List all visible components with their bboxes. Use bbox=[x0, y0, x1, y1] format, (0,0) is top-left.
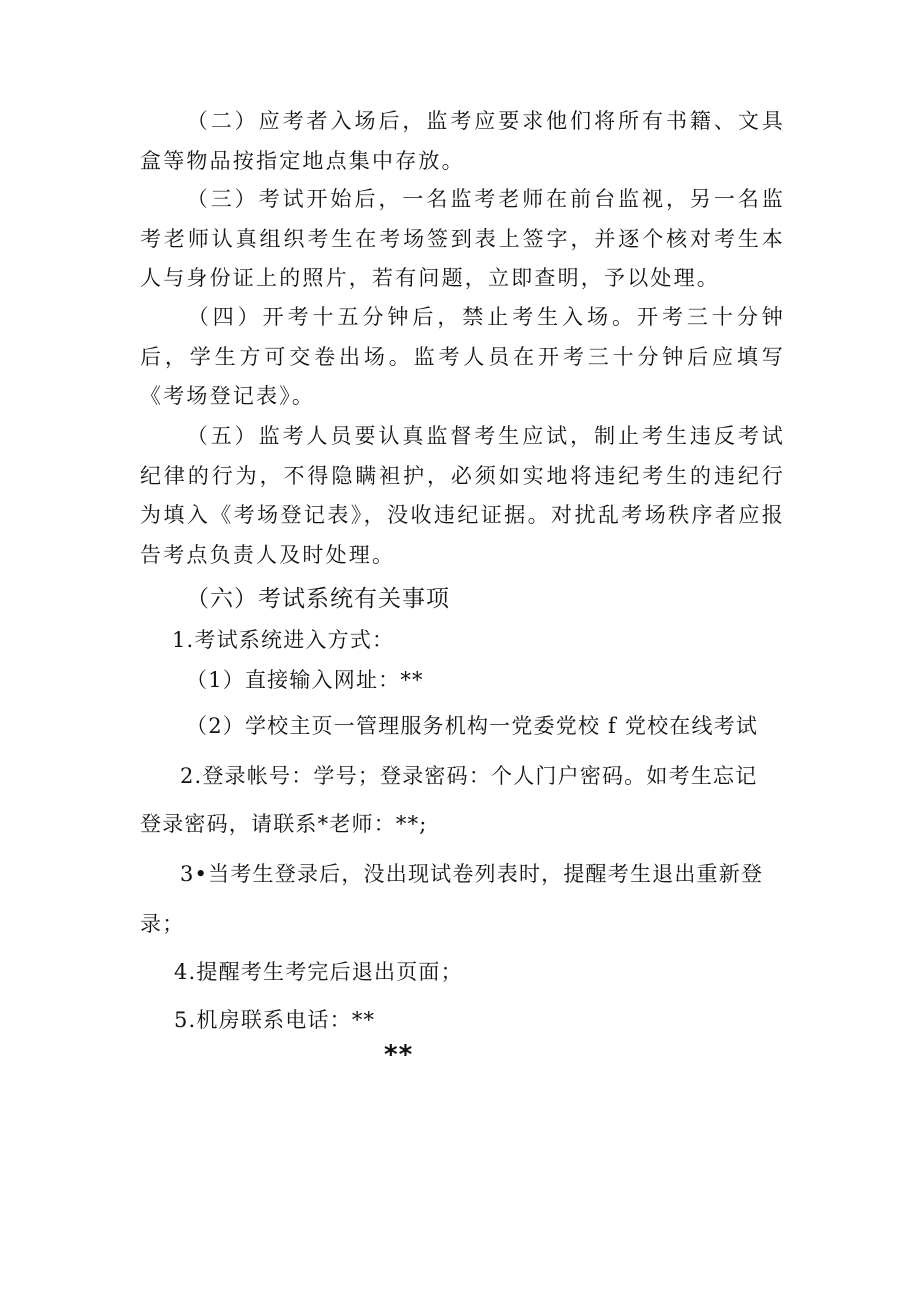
paragraph-4-text: （四）开考十五分钟后，禁止考生入场。开考三十分钟后，学生方可交卷出场。监考人员在开考三十分钟后应填写《考场登记表》。 bbox=[140, 305, 785, 408]
item-2-line-2: 登录密码，请联系*老师：**; bbox=[140, 812, 428, 836]
paragraph-5-text: （五）监考人员要认真监督考生应试，制止考生违反考试纪律的行为，不得隐瞒袒护，必须如实地将违纪考生的违纪行为填入《考场登记表》，没收违纪证据。对扰乱考场秩序者应报告考点负责人及时处理。 bbox=[140, 424, 785, 567]
paragraph-2 bbox=[140, 102, 785, 181]
closing-stars: ** bbox=[384, 1040, 414, 1070]
paragraph-5 bbox=[140, 417, 785, 575]
item-1-option-a: （1）直接输入网址：** bbox=[186, 668, 424, 692]
item-2-line-1: 2.登录帐号：学号；登录密码：个人门户密码。如考生忘记 bbox=[180, 764, 758, 788]
paragraph-3 bbox=[140, 180, 785, 299]
item-3-line-2: 录； bbox=[140, 912, 185, 936]
item-1-option-b: （2）学校主页一管理服务机构一党委党校 f 党校在线考试 bbox=[186, 714, 759, 738]
item-4: 4.提醒考生考完后退出页面； bbox=[174, 960, 463, 984]
section-6-heading: （六）考试系统有关事项 bbox=[186, 586, 450, 612]
item-3-line-1: 3•当考生登录后，没出现试卷列表时，提醒考生退出重新登 bbox=[180, 862, 764, 886]
paragraph-4 bbox=[140, 298, 785, 417]
paragraph-2-text: （二）应考者入场后，监考应要求他们将所有书籍、文具盒等物品按指定地点集中存放。 bbox=[140, 109, 785, 173]
paragraph-3-text: （三）考试开始后，一名监考老师在前台监视，另一名监考老师认真组织考生在考场签到表上签字，并逐个核对考生本人与身份证上的照片，若有问题，立即查明，予以处理。 bbox=[140, 187, 785, 290]
item-5: 5.机房联系电话：** bbox=[174, 1008, 376, 1032]
item-1: 1.考试系统进入方式： bbox=[172, 628, 395, 652]
